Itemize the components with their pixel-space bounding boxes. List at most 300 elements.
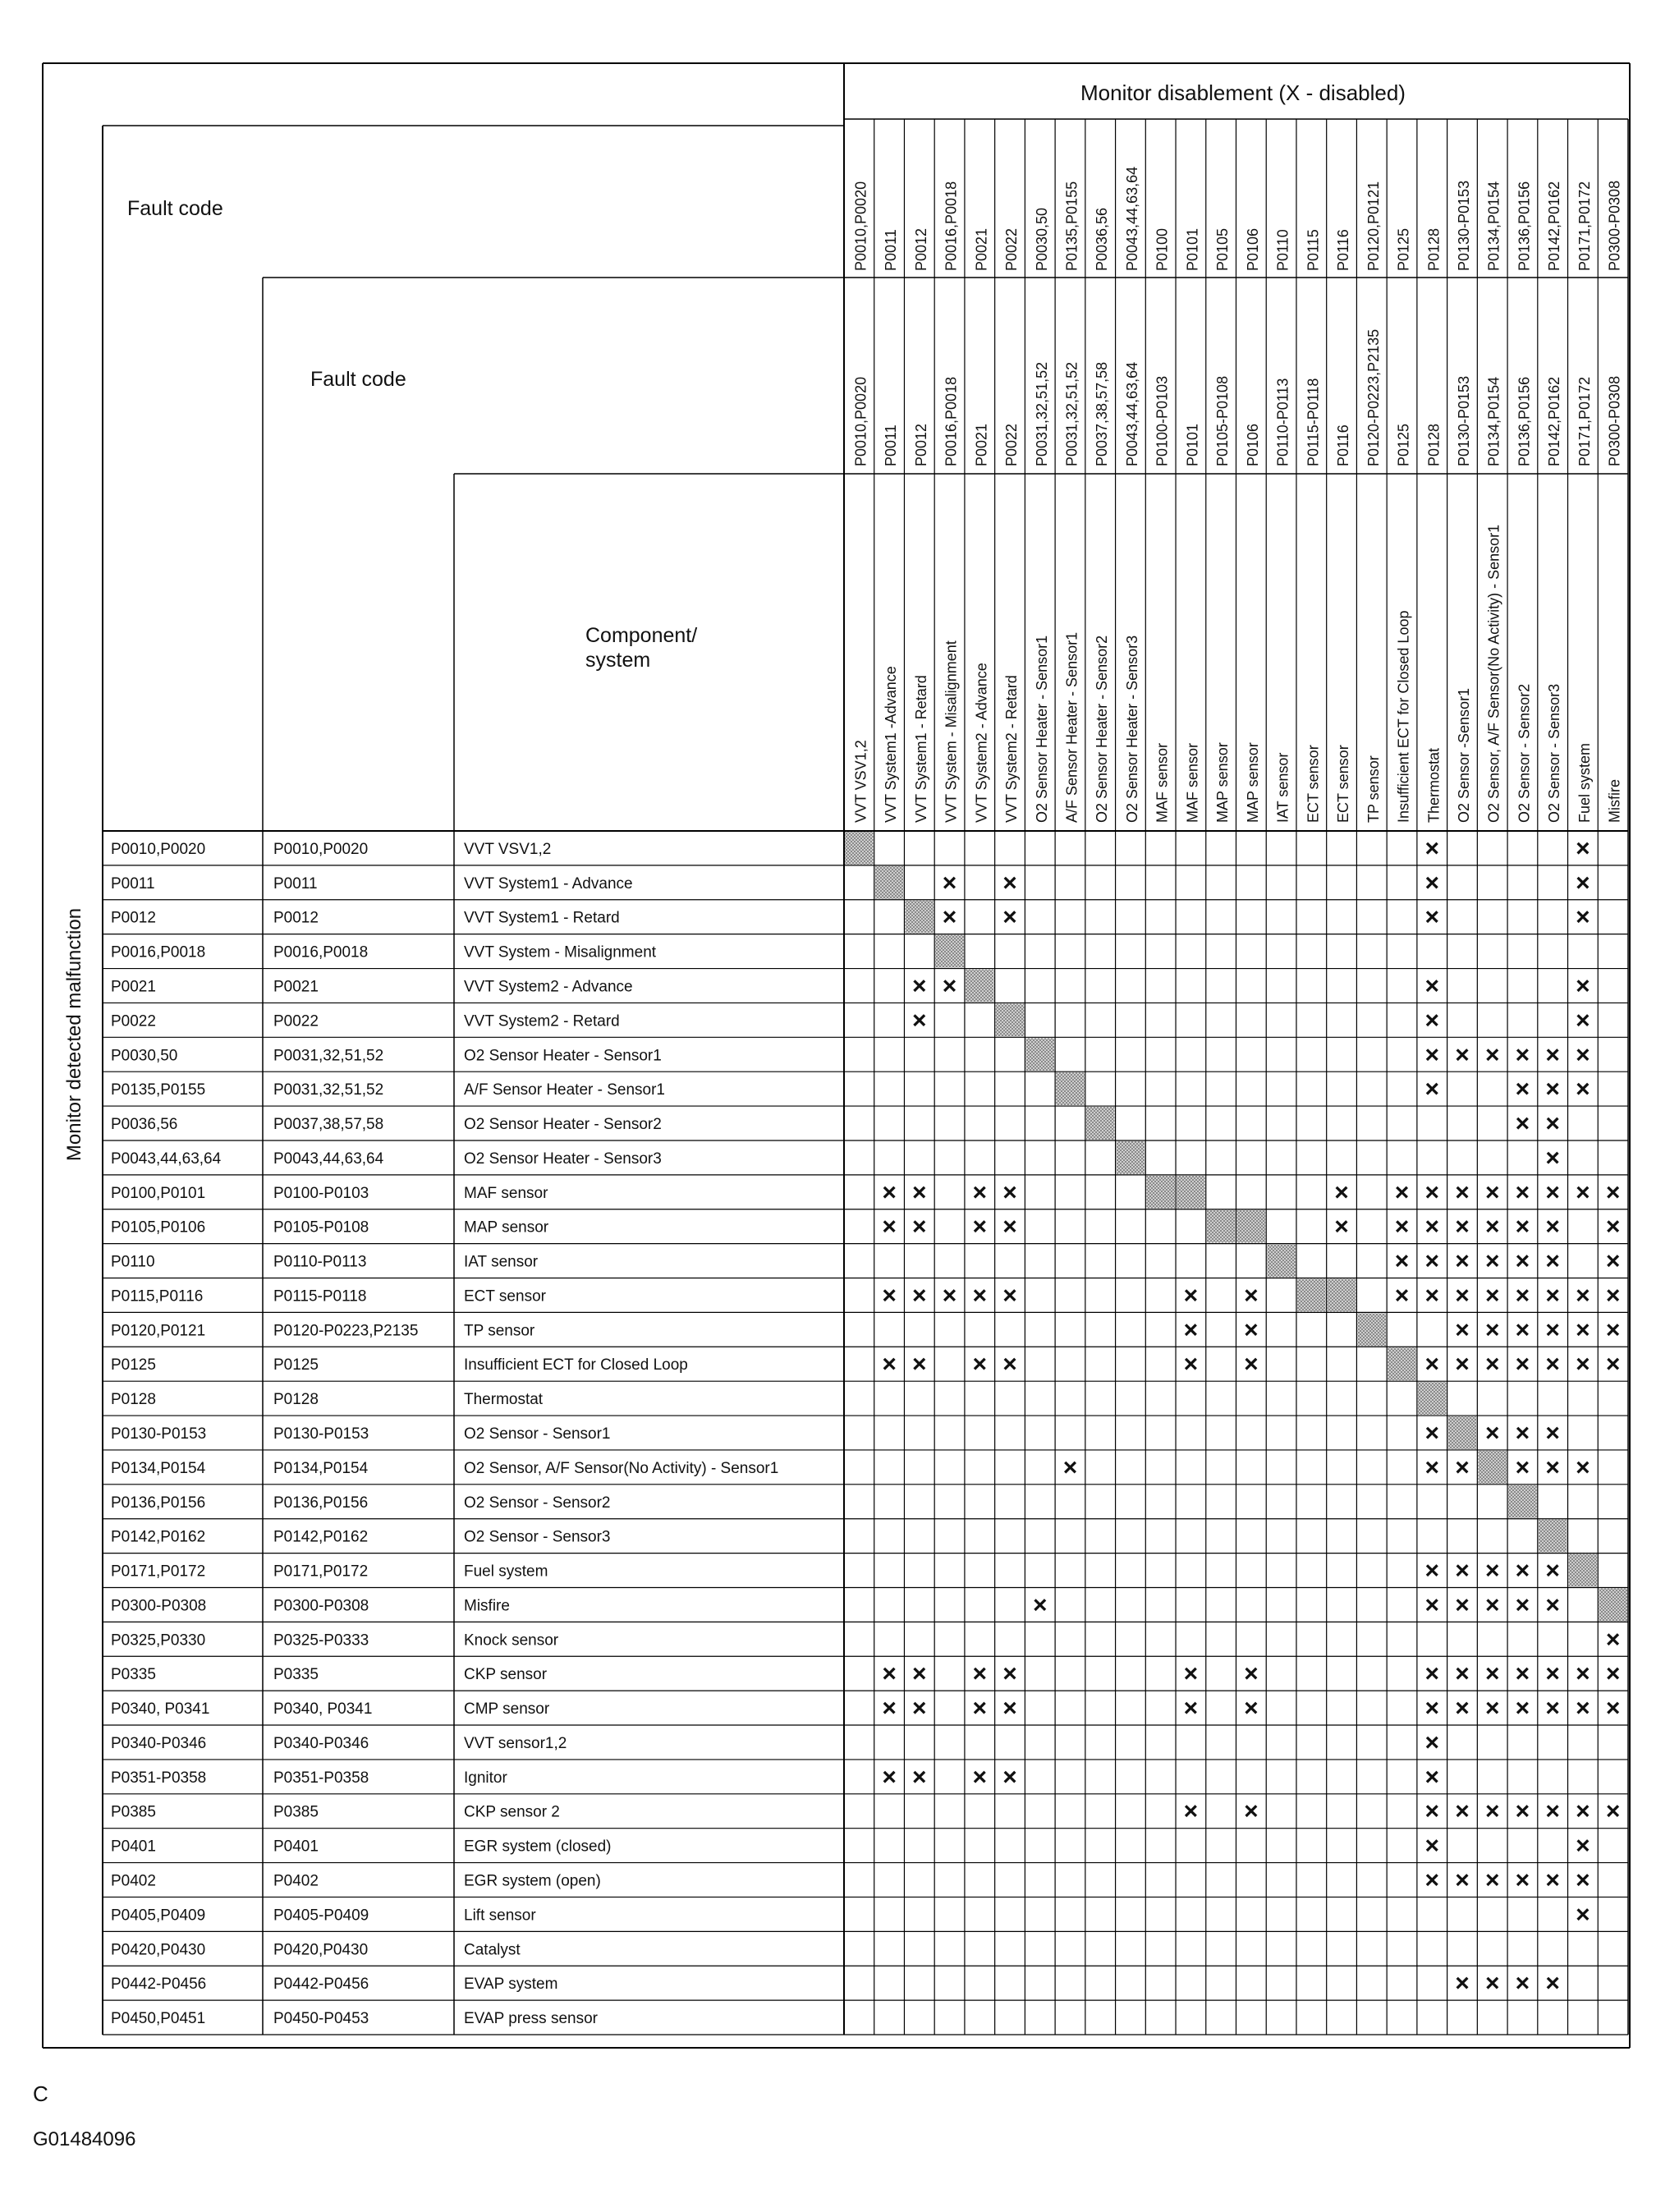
disabled-x-mark: × [1424,1420,1440,1447]
disabled-x-mark: × [1183,1351,1199,1379]
disabled-x-mark: × [1424,1213,1440,1241]
disabled-x-mark: × [1515,1247,1530,1275]
disabled-x-mark: × [1545,1144,1560,1172]
disabled-x-mark: × [1515,1420,1530,1447]
diagonal-shade-cell [845,832,874,865]
row-fault-code-2: P0011 [273,874,318,893]
column-code-1: P0106 [1244,227,1261,271]
disabled-x-mark: × [1605,1351,1621,1379]
disabled-x-mark: × [1576,903,1590,931]
column-code-1: P0016,P0018 [943,181,960,271]
row-component: IAT sensor [464,1253,539,1271]
disabled-x-mark: × [1545,1970,1560,1998]
disabled-x-mark: × [942,903,957,931]
disabled-x-mark: × [912,1660,927,1688]
row-fault-code-2: P0351-P0358 [273,1769,369,1787]
row-component: O2 Sensor - Sensor2 [464,1494,611,1512]
column-code-2: P0116 [1335,425,1352,466]
disabled-x-mark: × [1515,1178,1530,1206]
disabled-x-mark: × [1545,1557,1560,1585]
column-code-1: P0101 [1184,227,1201,271]
row-fault-code-1: P0012 [111,909,156,927]
disabled-x-mark: × [1576,1076,1590,1104]
disabled-x-mark: × [1244,1797,1259,1825]
diagonal-shade-cell [1448,1416,1477,1449]
row-fault-code-2: P0325-P0333 [273,1631,369,1650]
row-component: A/F Sensor Heater - Sensor1 [464,1081,665,1099]
row-fault-code-1: P0022 [111,1012,156,1030]
disabled-x-mark: × [1605,1797,1621,1825]
disabled-x-mark: × [1424,1076,1440,1104]
disabled-x-mark: × [1002,1351,1017,1379]
disabled-x-mark: × [1605,1316,1621,1344]
row-fault-code-1: P0105,P0106 [111,1218,206,1237]
row-fault-code-1: P0385 [111,1803,156,1821]
column-code-1: P0128 [1425,227,1443,271]
disabled-x-mark: × [1576,1832,1590,1860]
disabled-x-mark: × [1576,1007,1590,1035]
column-code-1: P0021 [973,227,990,271]
diagonal-shade-cell [1599,1588,1627,1621]
disabled-x-mark: × [1484,1178,1500,1206]
disabled-x-mark: × [1576,1797,1590,1825]
disabled-x-mark: × [972,1178,988,1206]
disabled-x-mark: × [1515,1041,1530,1069]
disabled-x-mark: × [882,1282,897,1310]
disabled-x-mark: × [1244,1351,1259,1379]
row-component: EGR system (closed) [464,1838,612,1856]
disabled-x-mark: × [1183,1797,1199,1825]
disabled-x-mark: × [1424,972,1440,1000]
column-code-1: P0125 [1395,227,1412,271]
row-fault-code-1: P0120,P0121 [111,1322,206,1340]
row-component: EVAP system [464,1976,558,1994]
disabled-x-mark: × [1424,1041,1440,1069]
disabled-x-mark: × [1545,1316,1560,1344]
diagonal-shade-cell [1117,1141,1145,1174]
diagonal-shade-cell [935,935,964,968]
row-fault-code-2: P0037,38,57,58 [273,1116,384,1134]
disabled-x-mark: × [1545,1660,1560,1688]
disabled-x-mark: × [1545,1695,1560,1723]
column-component: MAP sensor [1214,742,1232,823]
row-fault-code-2: P0300-P0308 [273,1597,369,1615]
footer-letter: C [33,2081,48,2106]
column-component: O2 Sensor - Sensor2 [1516,683,1533,823]
row-fault-code-1: P0442-P0456 [111,1976,207,1994]
row-fault-code-1: P0130-P0153 [111,1425,207,1443]
row-fault-code-1: P0340, P0341 [111,1700,210,1719]
diagonal-shade-cell [1297,1279,1326,1312]
disabled-x-mark: × [1002,1282,1017,1310]
row-fault-code-1: P0402 [111,1872,156,1890]
row-fault-code-2: P0031,32,51,52 [273,1081,384,1099]
disabled-x-mark: × [1545,1041,1560,1069]
row-fault-code-1: P0340-P0346 [111,1734,207,1752]
disabled-x-mark: × [1062,1453,1078,1481]
row-fault-code-1: P0171,P0172 [111,1563,206,1581]
disabled-x-mark: × [1424,1832,1440,1860]
disabled-x-mark: × [1424,1247,1440,1275]
disabled-x-mark: × [1455,1557,1470,1585]
column-code-1: P0030,50 [1033,207,1050,271]
row-fault-code-2: P0110-P0113 [273,1253,367,1271]
column-code-2: P0031,32,51,52 [1033,361,1050,466]
row-fault-code-1: P0011 [111,874,155,893]
row-fault-code-1: P0010,P0020 [111,840,206,858]
row-fault-code-1: P0030,50 [111,1047,178,1065]
disabled-x-mark: × [1515,1695,1530,1723]
column-component: O2 Sensor, A/F Sensor(No Activity) - Sensor1 [1485,524,1502,823]
fault-code-header-2: Fault code [310,368,406,391]
column-code-2: P0110-P0113 [1274,378,1291,466]
column-code-1: P0134,P0154 [1485,181,1502,271]
row-component: O2 Sensor - Sensor1 [464,1425,611,1443]
disabled-x-mark: × [1424,1351,1440,1379]
column-component: VVT System2 - Advance [973,663,990,823]
disabled-x-mark: × [1515,1453,1530,1481]
row-component: TP sensor [464,1322,535,1340]
disabled-x-mark: × [1576,1695,1590,1723]
diagonal-shade-cell [1569,1554,1598,1587]
disabled-x-mark: × [972,1282,988,1310]
row-fault-code-1: P0110 [111,1253,155,1271]
disabled-x-mark: × [1424,1797,1440,1825]
row-fault-code-1: P0142,P0162 [111,1528,206,1546]
row-fault-code-2: P0335 [273,1666,319,1684]
disabled-x-mark: × [1515,1282,1530,1310]
column-component: Thermostat [1425,747,1443,823]
disabled-x-mark: × [972,1695,988,1723]
disabled-x-mark: × [1484,1247,1500,1275]
row-fault-code-1: P0136,P0156 [111,1494,206,1512]
column-code-1: P0136,P0156 [1516,181,1533,271]
diagonal-shade-cell [1478,1451,1507,1484]
column-component: MAP sensor [1244,742,1261,823]
column-component: O2 Sensor - Sensor3 [1546,683,1563,823]
column-component: ECT sensor [1305,745,1322,823]
diagonal-shade-cell [1025,1038,1054,1071]
column-code-1: P0120,P0121 [1365,181,1382,271]
column-code-1: P0115 [1305,229,1322,271]
disabled-x-mark: × [1515,1351,1530,1379]
disabled-x-mark: × [1545,1213,1560,1241]
disabled-x-mark: × [1032,1591,1048,1619]
disabled-x-mark: × [1394,1282,1410,1310]
disabled-x-mark: × [1484,1970,1500,1998]
disabled-x-mark: × [1545,1110,1560,1138]
table-text [63,80,1623,2027]
diagonal-shade-cell [1539,1520,1567,1553]
disabled-x-mark: × [1545,1866,1560,1894]
column-code-2: P0010,P0020 [852,376,869,466]
row-fault-code-2: P0171,P0172 [273,1563,369,1581]
row-component: EVAP press sensor [464,2010,598,2028]
column-code-1: P0022 [1003,227,1021,271]
disabled-x-mark: × [1394,1213,1410,1241]
disabled-x-mark: × [1455,1247,1470,1275]
diagonal-shade-cell [1328,1279,1356,1312]
row-fault-code-2: P0402 [273,1872,319,1890]
disabled-x-mark: × [1576,1901,1590,1929]
column-code-2: P0134,P0154 [1485,376,1502,466]
disabled-x-mark: × [1515,1110,1530,1138]
row-fault-code-2: P0401 [273,1838,319,1856]
disabled-x-mark: × [1394,1247,1410,1275]
row-fault-code-1: P0450,P0451 [111,2010,206,2028]
disabled-x-mark: × [1515,1557,1530,1585]
diagonal-shade-cell [1056,1072,1085,1105]
row-fault-code-1: P0134,P0154 [111,1459,206,1477]
row-fault-code-1: P0125 [111,1356,156,1374]
column-component: VVT System1 - Retard [912,675,929,823]
disabled-x-mark: × [1576,1282,1590,1310]
column-code-2: P0171,P0172 [1576,376,1593,466]
column-code-1: P0011 [883,229,900,271]
column-code-2: P0128 [1425,423,1443,466]
column-code-2: P0130-P0153 [1455,375,1472,466]
row-fault-code-2: P0016,P0018 [273,943,369,961]
disabled-x-mark: × [1424,869,1440,897]
column-code-2: P0021 [973,423,990,466]
diagonal-shade-cell [1237,1210,1266,1243]
disabled-x-mark: × [1455,1695,1470,1723]
row-fault-code-1: P0128 [111,1391,156,1409]
column-code-2: P0115-P0118 [1305,378,1322,466]
disabled-x-mark: × [1455,1282,1470,1310]
disabled-x-mark: × [1484,1797,1500,1825]
row-fault-code-1: P0036,56 [111,1116,178,1134]
column-code-2: P0120-P0223,P2135 [1365,328,1382,466]
row-fault-code-1: P0021 [111,978,156,996]
row-fault-code-2: P0442-P0456 [273,1976,369,1994]
column-code-2: P0012 [912,423,929,466]
disabled-x-mark: × [1605,1626,1621,1654]
disabled-x-mark: × [1183,1282,1199,1310]
disabled-x-mark: × [1002,1763,1017,1791]
disabled-x-mark: × [1424,1660,1440,1688]
disabled-x-mark: × [1455,1213,1470,1241]
row-fault-code-2: P0450-P0453 [273,2010,369,2028]
row-fault-code-2: P0128 [273,1391,319,1409]
disabled-x-mark: × [1244,1695,1259,1723]
disabled-x-mark: × [1576,1316,1590,1344]
disabled-x-mark: × [1605,1178,1621,1206]
column-code-1: P0300-P0308 [1606,180,1623,271]
row-component: VVT System1 - Retard [464,909,620,927]
column-code-1: P0100 [1154,227,1171,271]
disabled-x-mark: × [1455,1797,1470,1825]
column-component: ECT sensor [1335,745,1352,823]
diagonal-shade-cell [1177,1176,1205,1209]
column-code-1: P0036,56 [1094,207,1111,271]
row-fault-code-2: P0405-P0409 [273,1907,369,1925]
row-fault-code-1: P0335 [111,1666,156,1684]
row-component: VVT System2 - Advance [464,978,633,996]
row-fault-code-2: P0120-P0223,P2135 [273,1322,419,1340]
column-component: Fuel system [1576,742,1593,823]
disabled-x-mark: × [1605,1660,1621,1688]
fault-code-header-1: Fault code [127,197,223,220]
disabled-x-mark: × [1515,1866,1530,1894]
disabled-x-mark: × [1455,1660,1470,1688]
column-code-1: P0110 [1274,229,1291,271]
row-component: Ignitor [464,1769,507,1787]
diagonal-shade-cell [1267,1245,1296,1278]
disabled-x-mark: × [1545,1282,1560,1310]
column-code-2: P0106 [1244,423,1261,466]
disabled-x-mark: × [1545,1420,1560,1447]
disabled-x-mark: × [1455,1866,1470,1894]
disabled-x-mark: × [1002,903,1017,931]
column-component: O2 Sensor -Sensor1 [1455,687,1472,823]
disabled-x-mark: × [972,1351,988,1379]
disabled-x-mark: × [1545,1351,1560,1379]
disabled-x-mark: × [1002,1213,1017,1241]
column-code-2: P0037,38,57,58 [1094,361,1111,466]
row-component: Catalyst [464,1941,521,1959]
disabled-x-mark: × [882,1213,897,1241]
row-component: EGR system (open) [464,1872,601,1890]
disabled-x-mark: × [1484,1316,1500,1344]
column-code-2: P0022 [1003,423,1021,466]
row-fault-code-2: P0340-P0346 [273,1734,369,1752]
disabled-x-mark: × [1455,1591,1470,1619]
disabled-x-mark: × [1455,1351,1470,1379]
disabled-x-mark: × [1484,1041,1500,1069]
row-component: Knock sensor [464,1631,559,1650]
column-code-2: P0011 [883,425,900,466]
row-fault-code-2: P0340, P0341 [273,1700,373,1719]
table-title: Monitor disablement (X - disabled) [1080,80,1406,105]
disabled-x-mark: × [1424,1866,1440,1894]
column-code-1: P0135,P0155 [1063,181,1080,271]
disabled-x-mark: × [1576,1178,1590,1206]
row-component: VVT System1 - Advance [464,874,633,893]
disabled-x-mark: × [1183,1660,1199,1688]
column-code-2: P0043,44,63,64 [1123,361,1140,466]
disabled-x-mark: × [1515,1797,1530,1825]
disabled-x-mark: × [1334,1213,1349,1241]
column-code-1: P0043,44,63,64 [1123,166,1140,271]
disabled-x-mark: × [912,1178,927,1206]
column-code-2: P0100-P0103 [1154,375,1171,466]
disabled-x-mark: × [912,1351,927,1379]
disabled-x-mark: × [1576,1453,1590,1481]
column-component: VVT System - Misalignment [943,640,960,823]
disabled-x-mark: × [1424,1557,1440,1585]
diagonal-shade-cell [875,866,904,899]
disabled-x-mark: × [1515,1076,1530,1104]
column-component: VVT System1 -Advance [883,666,900,823]
row-component: O2 Sensor Heater - Sensor2 [464,1116,662,1134]
row-fault-code-2: P0420,P0430 [273,1941,369,1959]
disabled-x-mark: × [1605,1695,1621,1723]
column-component: A/F Sensor Heater - Sensor1 [1063,631,1080,823]
disabled-x-mark: × [882,1695,897,1723]
column-code-2: P0125 [1395,423,1412,466]
footer-code: G01484096 [33,2128,136,2150]
column-component: MAF sensor [1184,742,1201,823]
row-fault-code-2: P0136,P0156 [273,1494,369,1512]
row-component: MAP sensor [464,1218,549,1237]
column-code-2: P0016,P0018 [943,376,960,466]
row-fault-code-1: P0016,P0018 [111,943,206,961]
column-code-1: P0105 [1214,227,1232,271]
disabled-x-mark: × [1002,1695,1017,1723]
row-component: VVT System2 - Retard [464,1012,620,1030]
row-fault-code-1: P0300-P0308 [111,1597,207,1615]
disabled-x-mark: × [1484,1420,1500,1447]
disabled-x-mark: × [972,1763,988,1791]
diagonal-shade-cell [905,901,934,934]
disabled-x-mark: × [942,972,957,1000]
disabled-x-mark: × [882,1660,897,1688]
row-fault-code-1: P0043,44,63,64 [111,1150,222,1168]
disabled-x-mark: × [912,1695,927,1723]
diagonal-shade-cell [1207,1210,1236,1243]
disabled-x-mark: × [1515,1213,1530,1241]
disabled-x-mark: × [1424,903,1440,931]
column-code-2: P0142,P0162 [1546,376,1563,466]
disabled-x-mark: × [912,1007,927,1035]
disabled-x-mark: × [1484,1695,1500,1723]
column-component: VVT System2 - Retard [1003,675,1021,823]
disabled-x-mark: × [882,1351,897,1379]
diagonal-shade-cell [966,970,994,1003]
disabled-x-mark: × [1484,1557,1500,1585]
column-code-1: P0171,P0172 [1576,181,1593,271]
row-component: VVT VSV1,2 [464,840,552,858]
column-component: IAT sensor [1274,752,1291,823]
disabled-x-mark: × [1244,1316,1259,1344]
row-component: VVT System - Misalignment [464,943,657,961]
disabled-x-mark: × [1183,1695,1199,1723]
disabled-x-mark: × [1545,1797,1560,1825]
disabled-x-mark: × [1605,1282,1621,1310]
column-component: O2 Sensor Heater - Sensor1 [1033,635,1050,823]
disabled-x-mark: × [1545,1178,1560,1206]
disabled-x-mark: × [1605,1213,1621,1241]
column-code-2: P0105-P0108 [1214,375,1232,466]
disabled-x-mark: × [1424,834,1440,862]
column-code-1: P0130-P0153 [1455,180,1472,271]
row-fault-code-2: P0134,P0154 [273,1459,369,1477]
disabled-x-mark: × [1484,1591,1500,1619]
disabled-x-mark: × [1605,1247,1621,1275]
left-axis-label: Monitor detected malfunction [63,907,85,1162]
disabled-x-mark: × [1484,1282,1500,1310]
row-fault-code-2: P0100-P0103 [273,1184,369,1202]
row-component: CMP sensor [464,1700,550,1719]
row-fault-code-2: P0021 [273,978,319,996]
row-fault-code-2: P0031,32,51,52 [273,1047,384,1065]
row-component: O2 Sensor - Sensor3 [464,1528,611,1546]
disabled-x-mark: × [1515,1660,1530,1688]
row-fault-code-1: P0100,P0101 [111,1184,206,1202]
disabled-x-mark: × [1002,1660,1017,1688]
disabled-x-mark: × [1002,869,1017,897]
disabled-x-mark: × [1424,1453,1440,1481]
row-fault-code-2: P0130-P0153 [273,1425,369,1443]
disabled-x-mark: × [1515,1316,1530,1344]
row-fault-code-1: P0405,P0409 [111,1907,206,1925]
disabled-x-mark: × [1484,1351,1500,1379]
disabled-x-mark: × [1424,1178,1440,1206]
disabled-x-mark: × [1424,1728,1440,1756]
diagonal-shade-cell [1086,1107,1115,1140]
disabled-x-mark: × [1002,1178,1017,1206]
